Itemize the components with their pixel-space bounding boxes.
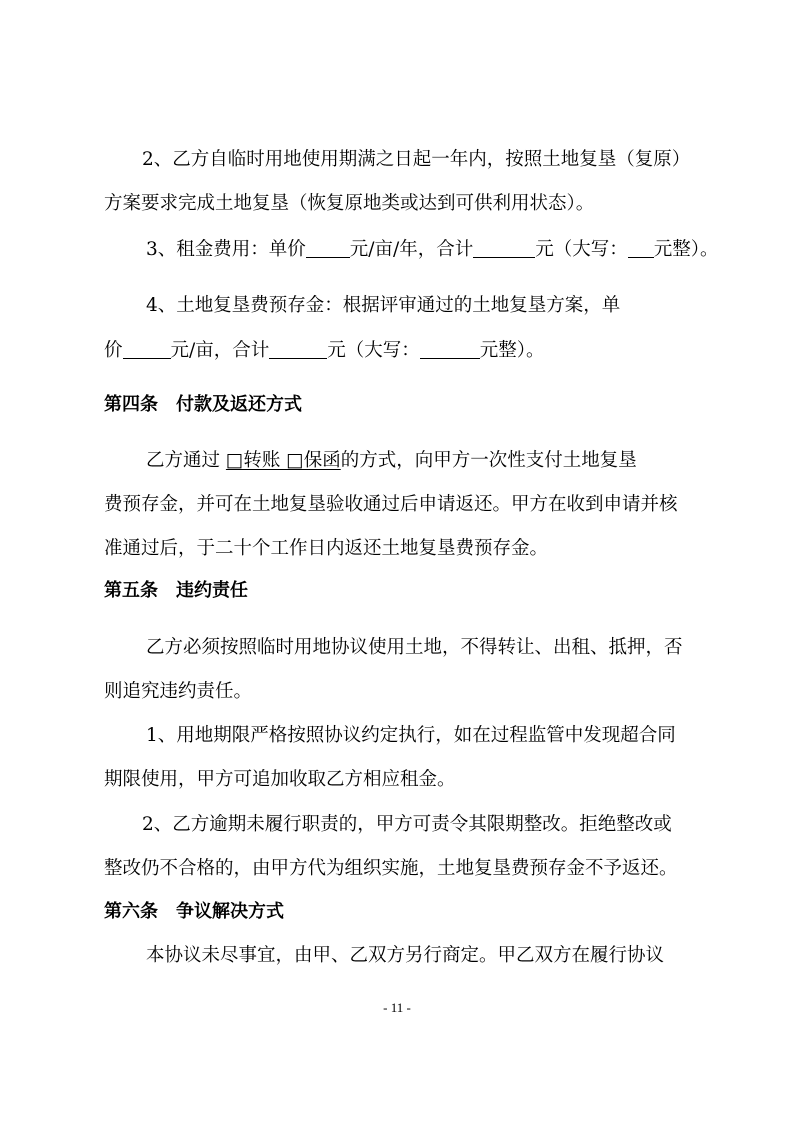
deposit-total-blank bbox=[269, 338, 327, 359]
rent-capital-text: 元（大写： bbox=[535, 239, 628, 260]
rent-capital-blank bbox=[628, 237, 654, 258]
clause-2-line-2: 方案要求完成土地复垦（恢复原地类或达到可供利用状态）。 bbox=[104, 193, 595, 214]
article-5-intro-line-2: 则追究违约责任。 bbox=[104, 681, 253, 702]
rent-unit-text: 元/亩/年，合计 bbox=[349, 239, 474, 260]
rent-end-text: 元整）。 bbox=[653, 239, 719, 260]
deposit-end-text: 元整）。 bbox=[479, 340, 545, 361]
article-4-line-2: 费预存金，并可在土地复垦验收通过后申请返还。甲方在收到申请并核 bbox=[104, 494, 678, 515]
deposit-unit-text: 元/亩，合计 bbox=[170, 340, 270, 361]
payment-tail: 的方式，向甲方一次性支付土地复垦 bbox=[340, 450, 637, 471]
deposit-price-label: 价 bbox=[104, 340, 123, 361]
article-4-heading: 第四条 付款及返还方式 bbox=[104, 394, 302, 415]
rent-total-blank bbox=[473, 237, 535, 258]
article-6-line-1: 本协议未尽事宜，由甲、乙双方另行商定。甲乙双方在履行协议 bbox=[146, 945, 665, 966]
article-4-line-3: 准通过后，于二十个工作日内返还土地复垦费预存金。 bbox=[104, 538, 549, 559]
clause-4-line-1: 4、土地复垦费预存金：根据评审通过的土地复垦方案，单 bbox=[146, 295, 621, 316]
payment-method-options: □转账 □保函 bbox=[225, 450, 341, 471]
article-5-clause-2-line-1: 2、乙方逾期未履行职责的，甲方可责令其限期整改。拒绝整改或 bbox=[142, 814, 672, 835]
article-5-clause-1-line-1: 1、用地期限严格按照协议约定执行，如在过程监管中发现超合同 bbox=[146, 725, 676, 746]
article-5-clause-1-line-2: 期限使用，甲方可追加收取乙方相应租金。 bbox=[104, 769, 456, 790]
clause-4-line-2 bbox=[104, 338, 545, 363]
article-5-heading: 第五条 违约责任 bbox=[104, 580, 248, 601]
article-4-line-1 bbox=[146, 449, 637, 473]
page-number: - 11 - bbox=[383, 1000, 411, 1015]
rent-label: 3、租金费用：单价 bbox=[146, 239, 306, 260]
clause-3-rent bbox=[146, 237, 719, 262]
rent-unit-price-blank bbox=[306, 237, 350, 258]
article-6-heading: 第六条 争议解决方式 bbox=[104, 901, 284, 922]
deposit-unit-price-blank bbox=[123, 338, 171, 359]
deposit-capital-text: 元（大写： bbox=[327, 340, 420, 361]
clause-2-line-1: 2、乙方自临时用地使用期满之日起一年内，按照土地复垦（复原） bbox=[142, 149, 691, 170]
article-5-intro-line-1: 乙方必须按照临时用地协议使用土地，不得转让、出租、抵押，否 bbox=[146, 637, 683, 658]
payment-intro: 乙方通过 bbox=[146, 450, 221, 471]
article-5-clause-2-line-2: 整改仍不合格的，由甲方代为组织实施，土地复垦费预存金不予返还。 bbox=[104, 858, 678, 879]
deposit-capital-blank bbox=[420, 338, 480, 359]
